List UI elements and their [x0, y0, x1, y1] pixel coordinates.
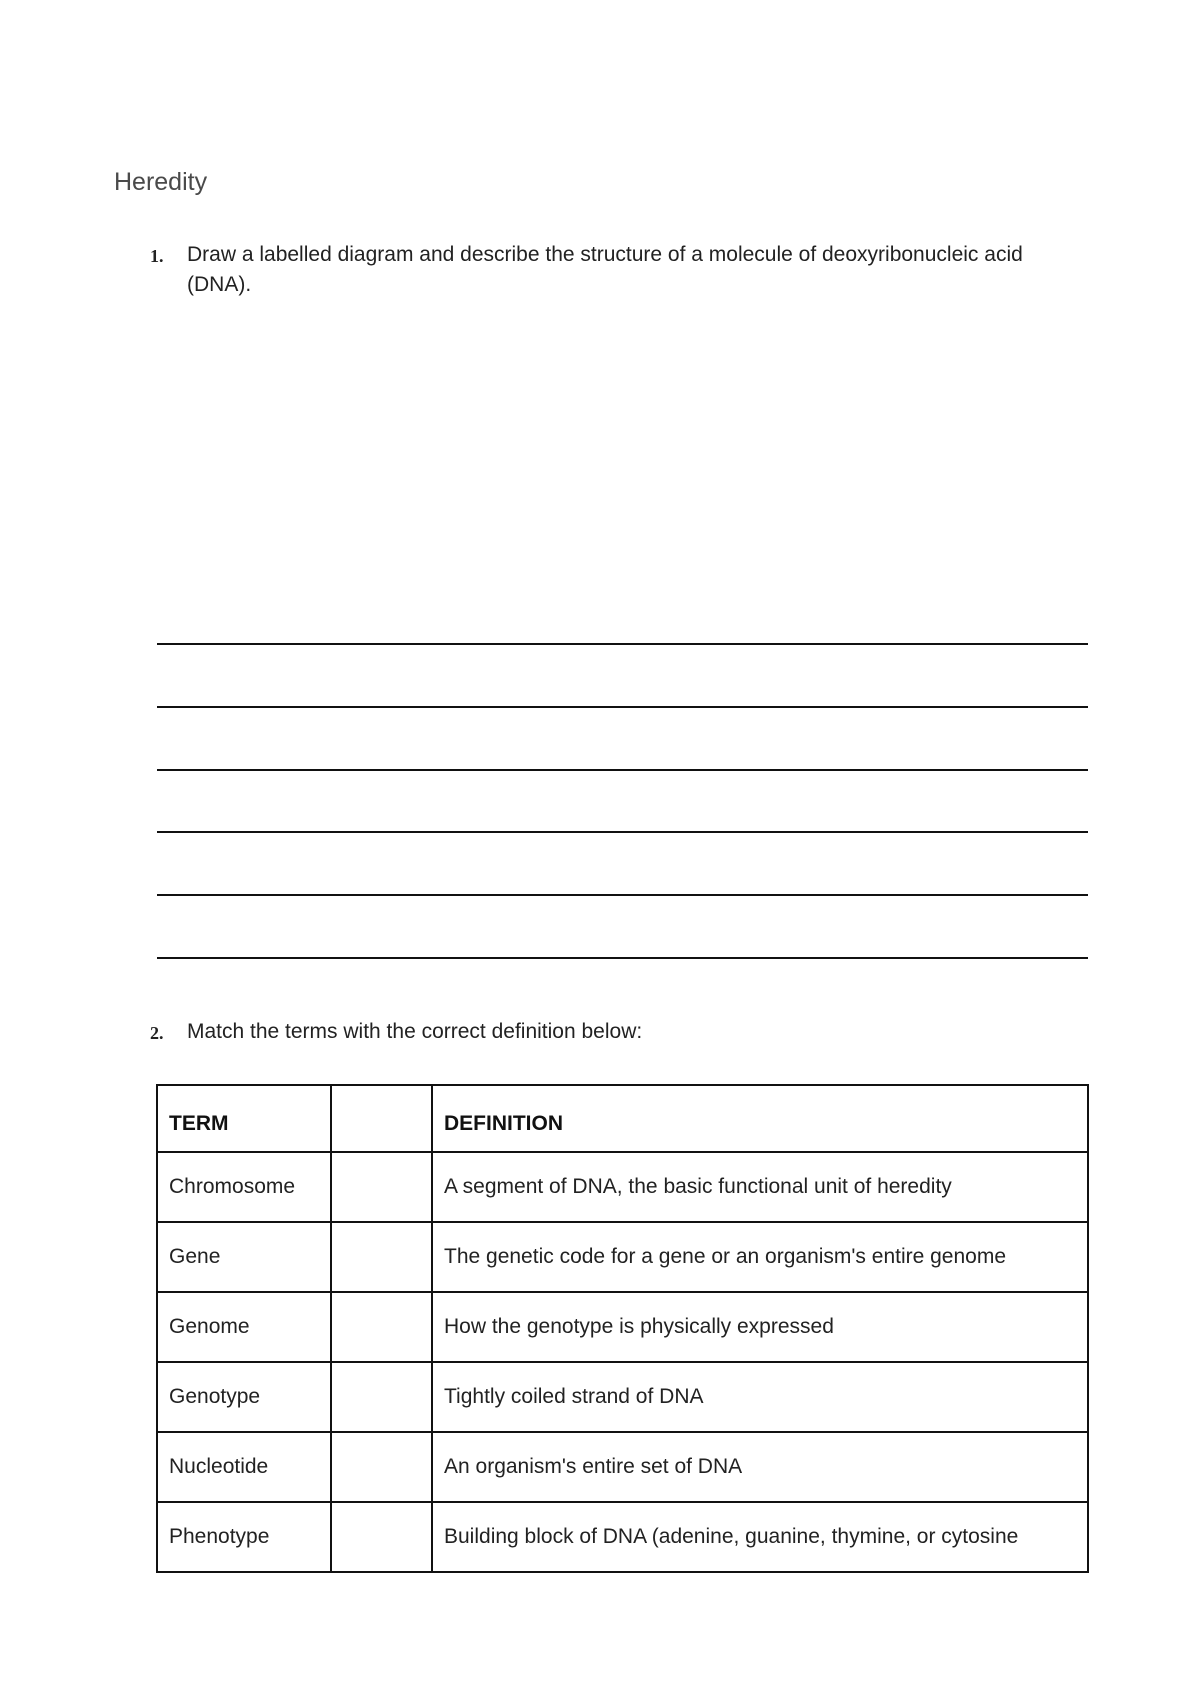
- question-1: [150, 240, 1080, 300]
- table-row: [157, 1362, 1088, 1432]
- answer-line[interactable]: [157, 706, 1088, 708]
- answer-line[interactable]: [157, 957, 1088, 959]
- definition-cell: Building block of DNA (adenine, guanine, thymine, or cytosine: [432, 1502, 1088, 1572]
- table-row: [157, 1152, 1088, 1222]
- question-number: 2.: [150, 1023, 164, 1043]
- answer-cell[interactable]: [331, 1222, 432, 1292]
- header-term: TERM: [157, 1085, 331, 1152]
- table-row: [157, 1432, 1088, 1502]
- table-row: [157, 1502, 1088, 1572]
- answer-line[interactable]: [157, 894, 1088, 896]
- term-cell: Gene: [157, 1222, 331, 1292]
- term-cell: Genome: [157, 1292, 331, 1362]
- page-title: Heredity: [114, 168, 208, 196]
- answer-line[interactable]: [157, 769, 1088, 771]
- table-row: [157, 1292, 1088, 1362]
- definition-cell: A segment of DNA, the basic functional unit of heredity: [432, 1152, 1088, 1222]
- table-header-row: [157, 1085, 1088, 1152]
- term-cell: Phenotype: [157, 1502, 331, 1572]
- question-number: 1.: [150, 246, 164, 266]
- term-cell: Nucleotide: [157, 1432, 331, 1502]
- header-answer: [331, 1085, 432, 1152]
- definition-cell: An organism's entire set of DNA: [432, 1432, 1088, 1502]
- term-cell: Genotype: [157, 1362, 331, 1432]
- question-text: Match the terms with the correct definition below:: [187, 1020, 643, 1043]
- term-cell: Chromosome: [157, 1152, 331, 1222]
- answer-line[interactable]: [157, 643, 1088, 645]
- answer-cell[interactable]: [331, 1432, 432, 1502]
- definition-cell: The genetic code for a gene or an organism's entire genome: [432, 1222, 1088, 1292]
- question-2: [150, 1017, 1080, 1047]
- definition-cell: Tightly coiled strand of DNA: [432, 1362, 1088, 1432]
- definition-cell: How the genotype is physically expressed: [432, 1292, 1088, 1362]
- answer-line[interactable]: [157, 831, 1088, 833]
- answer-cell[interactable]: [331, 1362, 432, 1432]
- question-text: Draw a labelled diagram and describe the structure of a molecule of deoxyribonucleic acid (DNA).: [187, 243, 1023, 296]
- header-definition: DEFINITION: [432, 1085, 1088, 1152]
- table-row: [157, 1222, 1088, 1292]
- answer-cell[interactable]: [331, 1292, 432, 1362]
- answer-cell[interactable]: [331, 1152, 432, 1222]
- answer-cell[interactable]: [331, 1502, 432, 1572]
- match-table: [156, 1084, 1089, 1573]
